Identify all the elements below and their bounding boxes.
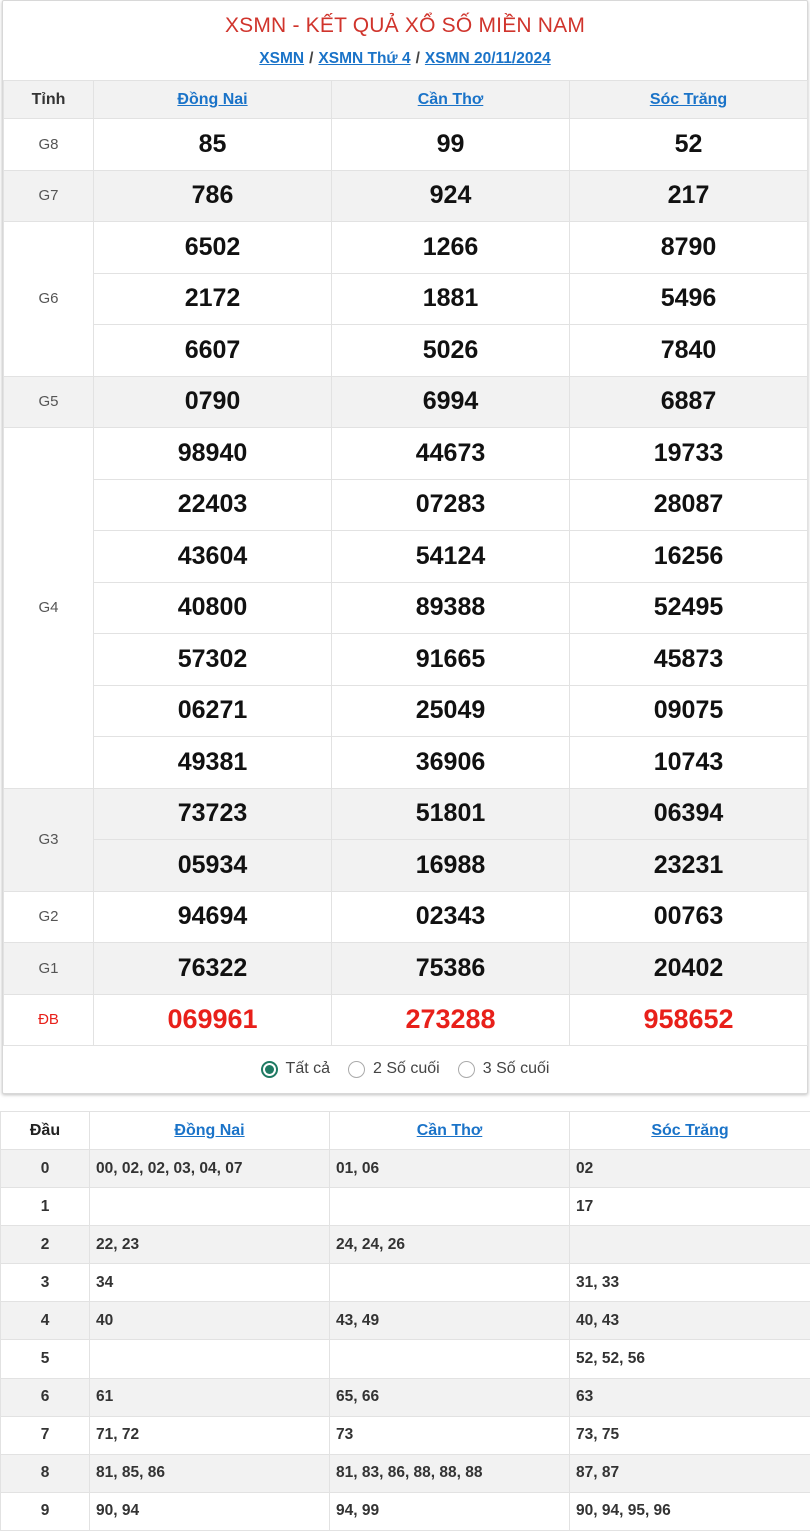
prize-number: 06394 <box>570 788 808 840</box>
prize-label: G5 <box>4 376 94 428</box>
prize-label: G7 <box>4 170 94 222</box>
results-panel <box>2 0 808 1094</box>
prize-number: 07283 <box>332 479 570 531</box>
loto-numbers: 43, 49 <box>330 1302 570 1340</box>
page-title: XSMN - KẾT QUẢ XỔ SỐ MIỀN NAM <box>3 1 807 38</box>
prize-number: 05934 <box>94 840 332 892</box>
head-digit-column-label: Đầu <box>1 1112 90 1150</box>
prize-number: 6887 <box>570 376 808 428</box>
head-digit: 7 <box>1 1416 90 1454</box>
province-header <box>570 81 808 119</box>
prize-number: 02343 <box>332 891 570 943</box>
loto-header-row <box>1 1112 810 1150</box>
prize-number: 43604 <box>94 531 332 583</box>
loto-row <box>1 1188 810 1226</box>
breadcrumb-separator: / <box>309 50 313 67</box>
province-link-dong-nai[interactable]: Đồng Nai <box>177 91 247 108</box>
prize-number: 99 <box>332 119 570 171</box>
prize-number: 217 <box>570 170 808 222</box>
breadcrumb-xsmn-thu-4[interactable]: XSMN Thứ 4 <box>318 50 410 67</box>
loto-numbers: 90, 94, 95, 96 <box>570 1492 810 1530</box>
loto-numbers: 02 <box>570 1150 810 1188</box>
prize-label: ĐB <box>4 994 94 1046</box>
prize-number: 09075 <box>570 685 808 737</box>
loto-table <box>0 1111 810 1531</box>
prize-number: 76322 <box>94 943 332 995</box>
head-digit: 6 <box>1 1378 90 1416</box>
loto-numbers: 65, 66 <box>330 1378 570 1416</box>
prize-number: 91665 <box>332 634 570 686</box>
province-header <box>330 1112 570 1150</box>
prize-number: 40800 <box>94 582 332 634</box>
loto-link-dong-nai[interactable]: Đồng Nai <box>174 1122 244 1139</box>
loto-numbers: 81, 83, 86, 88, 88, 88 <box>330 1454 570 1492</box>
prize-number: 54124 <box>332 531 570 583</box>
prize-row-g3 <box>4 788 808 840</box>
prize-number: 6502 <box>94 222 332 274</box>
head-digit: 5 <box>1 1340 90 1378</box>
province-header <box>570 1112 810 1150</box>
prize-label: G8 <box>4 119 94 171</box>
province-link-can-tho[interactable]: Cần Thơ <box>418 91 484 108</box>
loto-numbers: 40, 43 <box>570 1302 810 1340</box>
prize-row-g2 <box>4 891 808 943</box>
prize-number: 16256 <box>570 531 808 583</box>
loto-numbers <box>330 1264 570 1302</box>
prize-number: 786 <box>94 170 332 222</box>
loto-numbers: 00, 02, 02, 03, 04, 07 <box>90 1150 330 1188</box>
loto-numbers: 01, 06 <box>330 1150 570 1188</box>
results-table <box>3 80 808 1046</box>
prize-number: 2172 <box>94 273 332 325</box>
head-digit: 9 <box>1 1492 90 1530</box>
special-prize-number: 069961 <box>94 994 332 1046</box>
special-prize-number: 273288 <box>332 994 570 1046</box>
prize-number: 5026 <box>332 325 570 377</box>
breadcrumb <box>3 50 807 68</box>
special-prize-number: 958652 <box>570 994 808 1046</box>
head-digit: 0 <box>1 1150 90 1188</box>
prize-number: 98940 <box>94 428 332 480</box>
prize-number: 8790 <box>570 222 808 274</box>
prize-label: G6 <box>4 222 94 377</box>
loto-numbers: 73 <box>330 1416 570 1454</box>
prize-number: 0790 <box>94 376 332 428</box>
head-digit: 2 <box>1 1226 90 1264</box>
head-digit: 4 <box>1 1302 90 1340</box>
prize-number: 23231 <box>570 840 808 892</box>
prize-row-g6 <box>4 222 808 274</box>
prize-number: 1881 <box>332 273 570 325</box>
prize-row-g6 <box>4 273 808 325</box>
prize-number: 924 <box>332 170 570 222</box>
prize-row-g3 <box>4 840 808 892</box>
breadcrumb-xsmn[interactable]: XSMN <box>259 50 304 67</box>
prize-number: 25049 <box>332 685 570 737</box>
prize-number: 20402 <box>570 943 808 995</box>
filter-label: 2 Số cuối <box>373 1060 440 1078</box>
prize-number: 89388 <box>332 582 570 634</box>
prize-row-g1 <box>4 943 808 995</box>
head-digit: 1 <box>1 1188 90 1226</box>
radio-checked-icon[interactable] <box>261 1061 278 1078</box>
prize-row-g4 <box>4 479 808 531</box>
filter-label: Tất cả <box>286 1060 330 1078</box>
filter-label: 3 Số cuối <box>483 1060 550 1078</box>
prize-label: G3 <box>4 788 94 891</box>
prize-row-g4 <box>4 685 808 737</box>
prize-number: 85 <box>94 119 332 171</box>
prize-number: 19733 <box>570 428 808 480</box>
prize-number: 36906 <box>332 737 570 789</box>
loto-numbers: 81, 85, 86 <box>90 1454 330 1492</box>
loto-row <box>1 1378 810 1416</box>
prize-number: 7840 <box>570 325 808 377</box>
prize-number: 94694 <box>94 891 332 943</box>
prize-number: 6607 <box>94 325 332 377</box>
head-digit: 3 <box>1 1264 90 1302</box>
prize-number: 73723 <box>94 788 332 840</box>
prize-number: 00763 <box>570 891 808 943</box>
results-header <box>3 1 807 80</box>
loto-numbers: 34 <box>90 1264 330 1302</box>
loto-numbers: 94, 99 <box>330 1492 570 1530</box>
province-header <box>94 81 332 119</box>
loto-numbers <box>330 1188 570 1226</box>
prize-number: 49381 <box>94 737 332 789</box>
breadcrumb-date[interactable]: XSMN 20/11/2024 <box>425 50 551 67</box>
prize-row-db <box>4 994 808 1046</box>
loto-numbers: 22, 23 <box>90 1226 330 1264</box>
loto-numbers: 40 <box>90 1302 330 1340</box>
loto-row <box>1 1492 810 1530</box>
prize-label: G1 <box>4 943 94 995</box>
loto-row <box>1 1150 810 1188</box>
loto-row <box>1 1416 810 1454</box>
loto-row <box>1 1340 810 1378</box>
prize-row-g4 <box>4 737 808 789</box>
radio-unchecked-icon[interactable] <box>348 1061 365 1078</box>
prize-number: 28087 <box>570 479 808 531</box>
prize-row-g4 <box>4 531 808 583</box>
prize-number: 57302 <box>94 634 332 686</box>
prize-label: G4 <box>4 428 94 789</box>
filter-option-2-digits[interactable] <box>348 1060 440 1078</box>
prize-row-g4 <box>4 582 808 634</box>
breadcrumb-separator: / <box>416 50 420 67</box>
prize-row-g4 <box>4 428 808 480</box>
loto-numbers: 52, 52, 56 <box>570 1340 810 1378</box>
province-column-label: Tỉnh <box>4 81 94 119</box>
prize-number: 45873 <box>570 634 808 686</box>
province-link-soc-trang[interactable]: Sóc Trăng <box>650 91 727 108</box>
prize-number: 75386 <box>332 943 570 995</box>
prize-number: 1266 <box>332 222 570 274</box>
loto-link-can-tho[interactable]: Cần Thơ <box>417 1122 483 1139</box>
loto-row <box>1 1454 810 1492</box>
filter-option-3-digits[interactable] <box>458 1060 550 1078</box>
province-header <box>90 1112 330 1150</box>
prize-label: G2 <box>4 891 94 943</box>
prize-row-g6 <box>4 325 808 377</box>
loto-numbers: 87, 87 <box>570 1454 810 1492</box>
loto-numbers: 73, 75 <box>570 1416 810 1454</box>
loto-numbers: 17 <box>570 1188 810 1226</box>
prize-row-g7 <box>4 170 808 222</box>
loto-numbers: 63 <box>570 1378 810 1416</box>
prize-number: 10743 <box>570 737 808 789</box>
loto-numbers <box>330 1340 570 1378</box>
prize-number: 16988 <box>332 840 570 892</box>
loto-numbers <box>90 1188 330 1226</box>
prize-row-g5 <box>4 376 808 428</box>
loto-numbers: 61 <box>90 1378 330 1416</box>
loto-numbers: 31, 33 <box>570 1264 810 1302</box>
filter-option-all[interactable] <box>261 1060 330 1078</box>
province-header <box>332 81 570 119</box>
prize-row-g8 <box>4 119 808 171</box>
loto-numbers <box>90 1340 330 1378</box>
loto-numbers <box>570 1226 810 1264</box>
prize-number: 5496 <box>570 273 808 325</box>
prize-number: 51801 <box>332 788 570 840</box>
prize-number: 06271 <box>94 685 332 737</box>
prize-row-g4 <box>4 634 808 686</box>
loto-row <box>1 1302 810 1340</box>
head-digit: 8 <box>1 1454 90 1492</box>
loto-row <box>1 1226 810 1264</box>
digit-filter <box>3 1046 807 1092</box>
radio-unchecked-icon[interactable] <box>458 1061 475 1078</box>
results-header-row <box>4 81 808 119</box>
prize-number: 52495 <box>570 582 808 634</box>
prize-number: 22403 <box>94 479 332 531</box>
prize-number: 44673 <box>332 428 570 480</box>
loto-numbers: 71, 72 <box>90 1416 330 1454</box>
loto-numbers: 90, 94 <box>90 1492 330 1530</box>
prize-number: 6994 <box>332 376 570 428</box>
prize-number: 52 <box>570 119 808 171</box>
loto-link-soc-trang[interactable]: Sóc Trăng <box>651 1122 728 1139</box>
loto-numbers: 24, 24, 26 <box>330 1226 570 1264</box>
loto-row <box>1 1264 810 1302</box>
